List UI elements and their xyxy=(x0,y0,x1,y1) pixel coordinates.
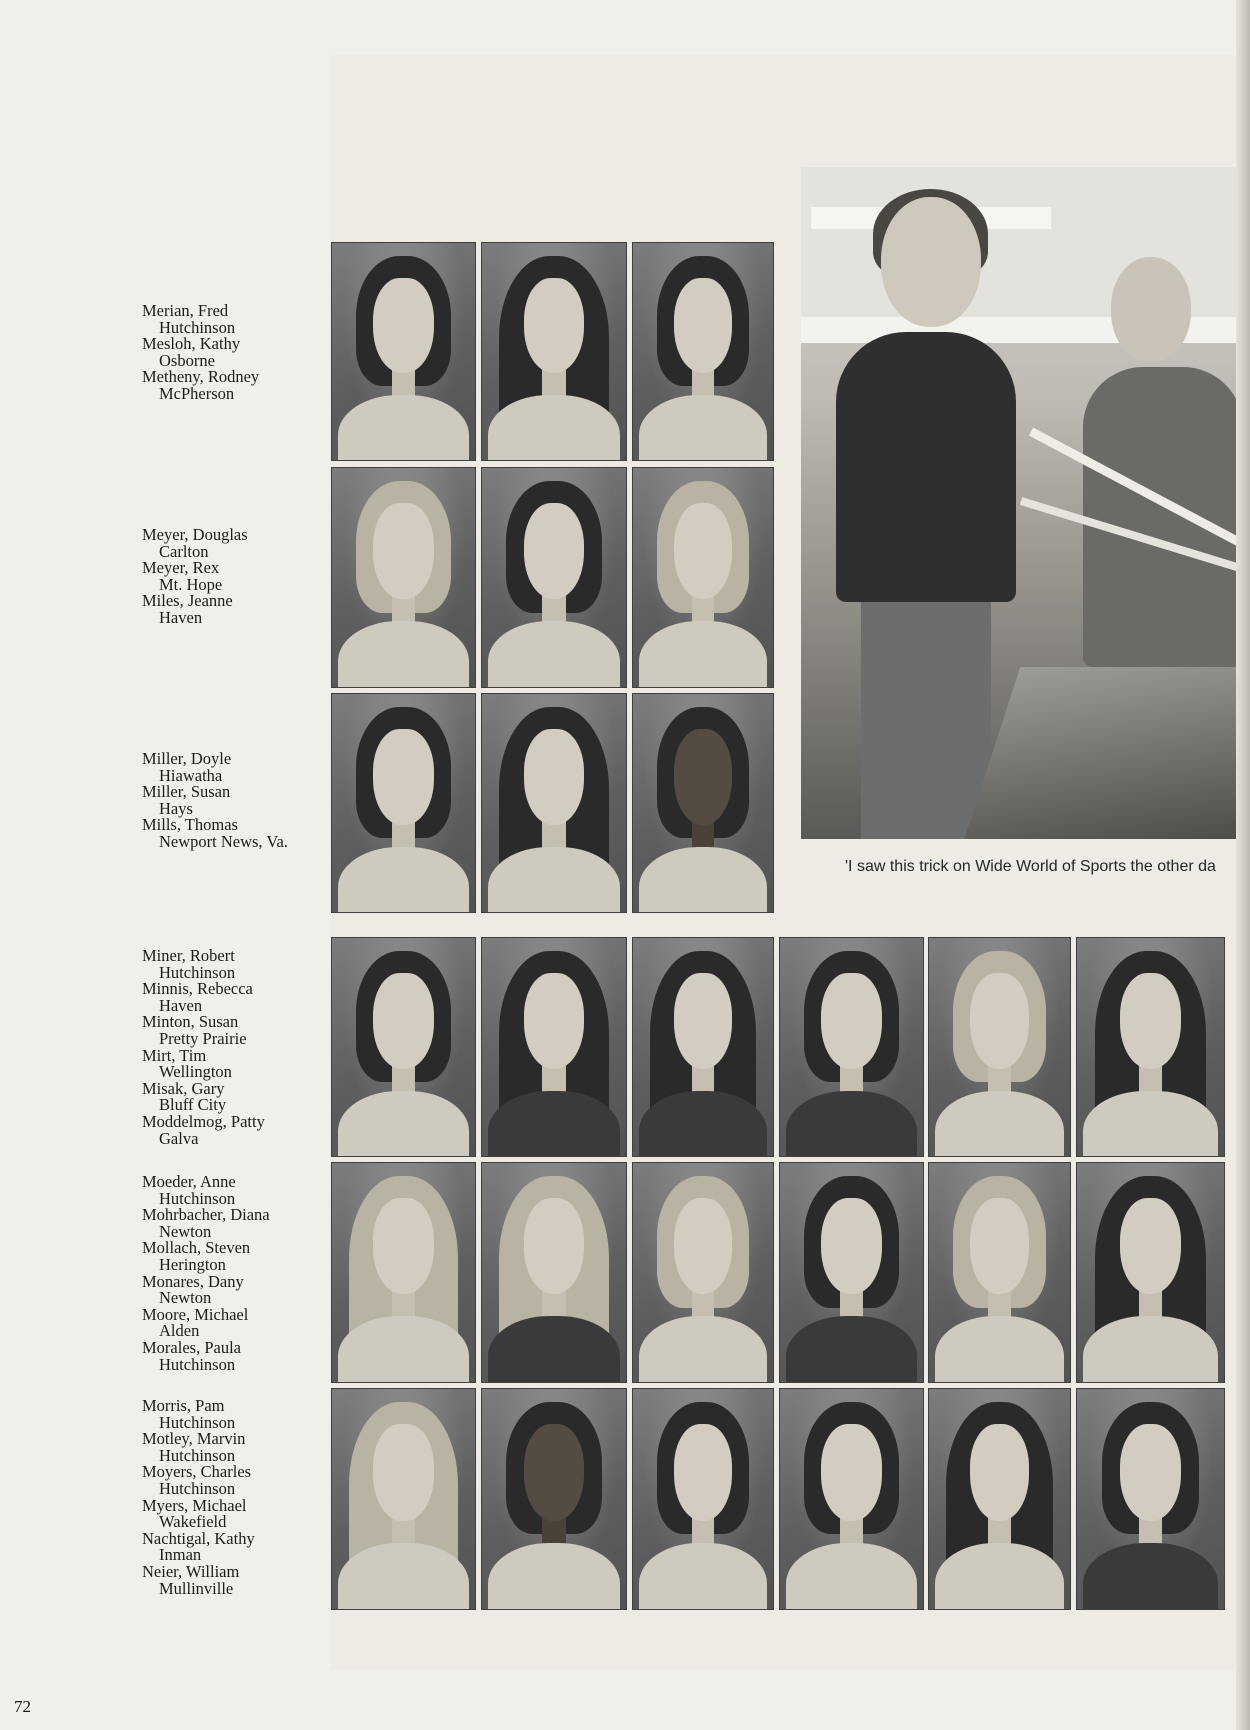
student-hometown: Hays xyxy=(159,798,193,818)
student-portrait xyxy=(632,242,774,461)
name-group-3 xyxy=(142,751,288,851)
student-hometown: Hutchinson xyxy=(159,1478,236,1498)
student-hometown: Osborne xyxy=(159,350,215,370)
student-portrait xyxy=(779,1388,924,1610)
student-hometown: Newton xyxy=(159,1221,212,1241)
student-name: Mesloh, Kathy xyxy=(142,334,241,354)
student-entry xyxy=(142,1078,265,1115)
student-name: Mills, Thomas xyxy=(142,815,238,835)
student-entry xyxy=(142,1495,255,1532)
student-portrait xyxy=(481,1162,627,1383)
student-name: Miles, Jeanne xyxy=(142,591,233,611)
student-portrait xyxy=(481,693,627,913)
student-entry xyxy=(142,593,248,626)
student-name: Meyer, Rex xyxy=(142,558,220,578)
student-entry xyxy=(142,1240,270,1273)
photo-caption: 'I saw this trick on Wide World of Sports the other da xyxy=(845,858,1216,875)
student-entry xyxy=(142,1045,265,1082)
student-name: Meyer, Douglas xyxy=(142,525,248,544)
student-name: Morales, Paula xyxy=(142,1337,241,1357)
student-name: Minton, Susan xyxy=(142,1012,239,1032)
student-portrait xyxy=(1076,937,1225,1157)
student-name: Mollach, Steven xyxy=(142,1238,251,1258)
student-portrait xyxy=(779,937,924,1157)
student-portrait xyxy=(481,467,627,688)
student-portrait xyxy=(481,937,627,1157)
student-entry xyxy=(142,369,259,402)
student-name: Miller, Susan xyxy=(142,782,231,802)
student-hometown: Wellington xyxy=(159,1062,232,1082)
student-name: Neier, William xyxy=(142,1561,240,1581)
student-portrait xyxy=(331,937,476,1157)
student-portrait xyxy=(928,1388,1071,1610)
student-name: Moddelmog, Patty xyxy=(142,1111,265,1131)
student-hometown: Hutchinson xyxy=(159,1412,236,1432)
student-hometown: Herington xyxy=(159,1254,226,1274)
student-hometown: Galva xyxy=(159,1128,199,1148)
student-entry xyxy=(142,751,288,784)
student-hometown: Haven xyxy=(159,995,203,1015)
student-name: Moyers, Charles xyxy=(142,1462,252,1482)
name-group-2 xyxy=(142,527,248,627)
student-portrait xyxy=(1076,1388,1225,1610)
student-entry xyxy=(142,1207,270,1240)
student-hometown: Newton xyxy=(159,1288,212,1308)
student-hometown: Hutchinson xyxy=(159,317,236,337)
student-hometown: Carlton xyxy=(159,541,209,561)
student-hometown: Bluff City xyxy=(159,1095,227,1115)
student-hometown: Wakefield xyxy=(159,1512,227,1532)
student-portrait xyxy=(331,693,476,913)
student-hometown: Hutchinson xyxy=(159,1188,236,1208)
name-group-5 xyxy=(142,1174,270,1373)
student-hometown: Pretty Prairie xyxy=(159,1028,247,1048)
student-name: Morris, Pam xyxy=(142,1396,225,1415)
student-entry xyxy=(142,1111,265,1148)
student-hometown: McPherson xyxy=(159,383,235,403)
student-hometown: Hutchinson xyxy=(159,962,236,982)
student-hometown: Alden xyxy=(159,1321,200,1341)
student-portrait xyxy=(331,1388,476,1610)
student-hometown: Hiawatha xyxy=(159,765,223,785)
student-portrait xyxy=(481,242,627,461)
name-group-6 xyxy=(142,1398,255,1597)
student-name: Moeder, Anne xyxy=(142,1172,236,1191)
student-hometown: Inman xyxy=(159,1545,202,1565)
student-entry xyxy=(142,303,259,336)
student-portrait xyxy=(331,1162,476,1383)
student-portrait xyxy=(632,1388,774,1610)
student-hometown: Mt. Hope xyxy=(159,574,223,594)
student-hometown: Hutchinson xyxy=(159,1445,236,1465)
student-portrait xyxy=(632,467,774,688)
student-portrait xyxy=(331,242,476,461)
student-hometown: Mullinville xyxy=(159,1578,234,1598)
student-entry xyxy=(142,1398,255,1431)
student-name: Motley, Marvin xyxy=(142,1429,246,1449)
student-entry xyxy=(142,981,265,1014)
student-hometown: Newport News, Va. xyxy=(159,831,288,851)
student-portrait xyxy=(632,693,774,913)
student-name: Merian, Fred xyxy=(142,301,229,320)
student-portrait xyxy=(331,467,476,688)
student-entry xyxy=(142,1528,255,1565)
student-name: Minnis, Rebecca xyxy=(142,979,253,999)
student-portrait xyxy=(481,1388,627,1610)
student-portrait xyxy=(928,1162,1071,1383)
student-entry xyxy=(142,1304,270,1341)
student-entry xyxy=(142,817,288,850)
student-entry xyxy=(142,1014,265,1047)
student-name: Misak, Gary xyxy=(142,1078,225,1098)
page-number: 72 xyxy=(14,1697,31,1716)
student-entry xyxy=(142,784,288,817)
student-hometown: Haven xyxy=(159,607,203,627)
student-entry xyxy=(142,560,248,593)
student-portrait xyxy=(779,1162,924,1383)
student-entry xyxy=(142,1337,270,1374)
name-group-1 xyxy=(142,303,259,403)
student-portrait xyxy=(632,937,774,1157)
student-entry xyxy=(142,1271,270,1308)
student-portrait xyxy=(1076,1162,1225,1383)
name-group-4 xyxy=(142,948,265,1147)
student-entry xyxy=(142,527,248,560)
student-entry xyxy=(142,1174,270,1207)
student-name: Monares, Dany xyxy=(142,1271,244,1291)
student-hometown: Hutchinson xyxy=(159,1354,236,1374)
student-name: Mohrbacher, Diana xyxy=(142,1205,270,1225)
student-entry xyxy=(142,948,265,981)
student-name: Miller, Doyle xyxy=(142,749,232,768)
student-name: Miner, Robert xyxy=(142,946,235,965)
student-portrait xyxy=(632,1162,774,1383)
student-name: Myers, Michael xyxy=(142,1495,247,1515)
student-entry xyxy=(142,1464,255,1497)
book-gutter xyxy=(1236,0,1250,1730)
student-name: Mirt, Tim xyxy=(142,1045,207,1065)
candid-photo xyxy=(801,167,1250,839)
student-entry xyxy=(142,1561,255,1598)
student-name: Moore, Michael xyxy=(142,1304,249,1324)
student-name: Nachtigal, Kathy xyxy=(142,1528,255,1548)
student-name: Metheny, Rodney xyxy=(142,367,260,387)
student-entry xyxy=(142,336,259,369)
student-portrait xyxy=(928,937,1071,1157)
student-entry xyxy=(142,1431,255,1464)
